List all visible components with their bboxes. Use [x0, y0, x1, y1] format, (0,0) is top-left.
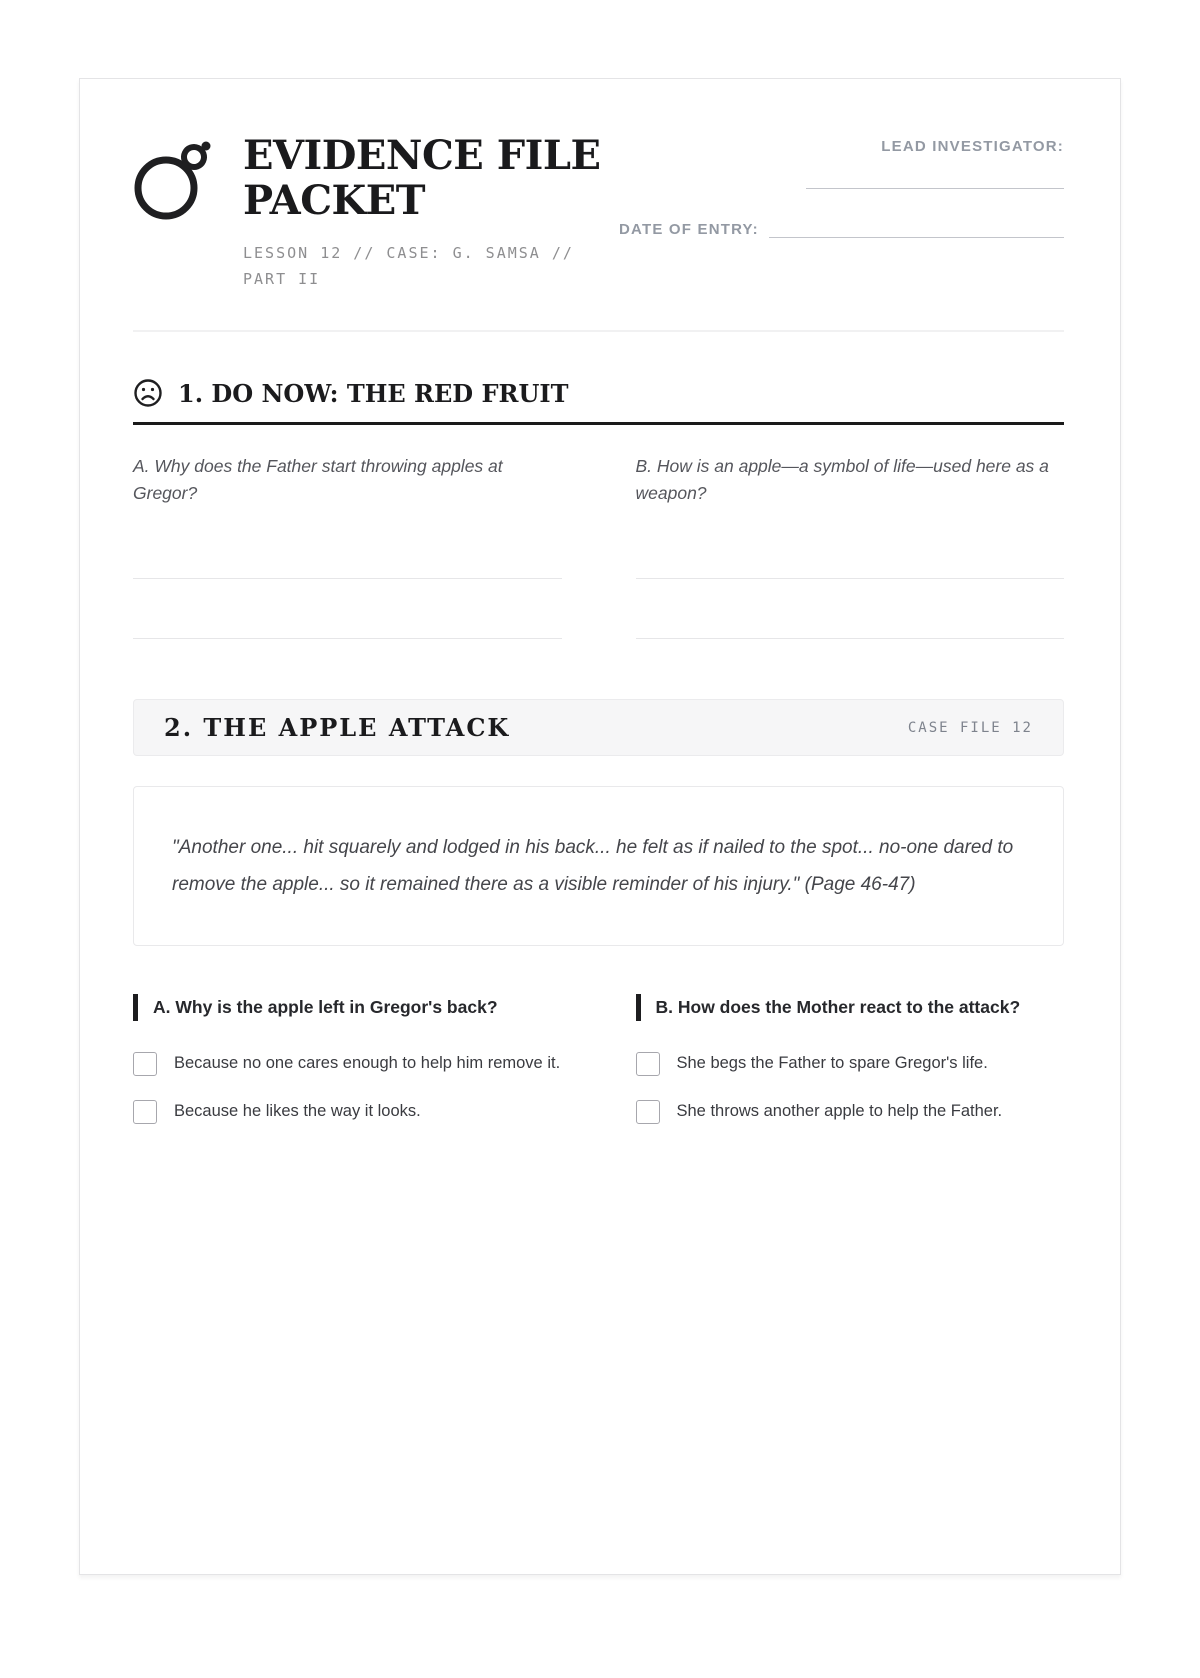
- answer-line[interactable]: [133, 519, 562, 579]
- quote-box: [133, 786, 1064, 946]
- header-divider: [133, 330, 1064, 332]
- option-label: She throws another apple to help the Father.: [676, 1101, 1003, 1120]
- answer-line[interactable]: [636, 519, 1065, 579]
- section-do-now: [133, 378, 1064, 639]
- do-now-question-b: [636, 453, 1065, 639]
- mcq-option: [636, 1099, 1065, 1125]
- page-title: EVIDENCE FILE PACKET: [243, 132, 601, 224]
- question-text: A. Why does the Father start throwing apples at Gregor?: [133, 456, 503, 504]
- question-accent-bar: [636, 994, 641, 1021]
- section-apple-attack: [133, 699, 1064, 1124]
- answer-line[interactable]: [133, 579, 562, 639]
- header-fields: [619, 134, 1064, 238]
- mcq-option: [133, 1099, 562, 1125]
- header: [133, 134, 1064, 292]
- quote-text: "Another one... hit squarely and lodged in his back... he felt as if nailed to the spot... no-one dared to remove the apple... so it remained there as a visible reminder of his injury." (Page 46-47): [172, 837, 1014, 896]
- mcq-option: [133, 1051, 562, 1077]
- mcq-option: [636, 1051, 1065, 1077]
- header-left: [133, 134, 619, 292]
- mcq-question-a: [133, 994, 562, 1124]
- lead-investigator-label: LEAD INVESTIGATOR:: [881, 138, 1064, 155]
- mcq-question-b: [636, 994, 1065, 1124]
- worksheet-page: [79, 78, 1121, 1575]
- lead-investigator-field[interactable]: [806, 188, 1064, 189]
- question-text: B. How is an apple—a symbol of life—used here as a weapon?: [635, 456, 1049, 504]
- answer-line[interactable]: [636, 579, 1065, 639]
- apple-bomb-icon: [133, 138, 213, 224]
- mcq-title: B. How does the Mother react to the attack?: [655, 997, 1021, 1018]
- section1-title: 1. DO NOW: THE RED FRUIT: [178, 378, 569, 408]
- option-label: She begs the Father to spare Gregor's life.: [676, 1054, 988, 1073]
- section2-title: 2. THE APPLE ATTACK: [164, 713, 511, 743]
- checkbox[interactable]: [636, 1100, 660, 1124]
- option-label: Because no one cares enough to help him remove it.: [174, 1054, 561, 1073]
- do-now-question-a: [133, 453, 562, 639]
- case-file-badge: CASE FILE 12: [907, 719, 1033, 736]
- mcq-title: A. Why is the apple left in Gregor's back?: [153, 997, 498, 1018]
- checkbox[interactable]: [133, 1100, 157, 1124]
- checkbox[interactable]: [636, 1052, 660, 1076]
- section2-heading: [133, 699, 1064, 756]
- title-block: [243, 134, 619, 292]
- frown-face-icon: [133, 378, 163, 408]
- date-of-entry-label: DATE OF ENTRY:: [619, 221, 759, 238]
- question-accent-bar: [133, 994, 138, 1021]
- checkbox[interactable]: [133, 1052, 157, 1076]
- option-label: Because he likes the way it looks.: [174, 1101, 421, 1120]
- section1-heading: [133, 378, 1064, 425]
- date-of-entry-field[interactable]: [769, 224, 1064, 238]
- page-subtitle: LESSON 12 // CASE: G. SAMSA // PART II: [243, 243, 574, 288]
